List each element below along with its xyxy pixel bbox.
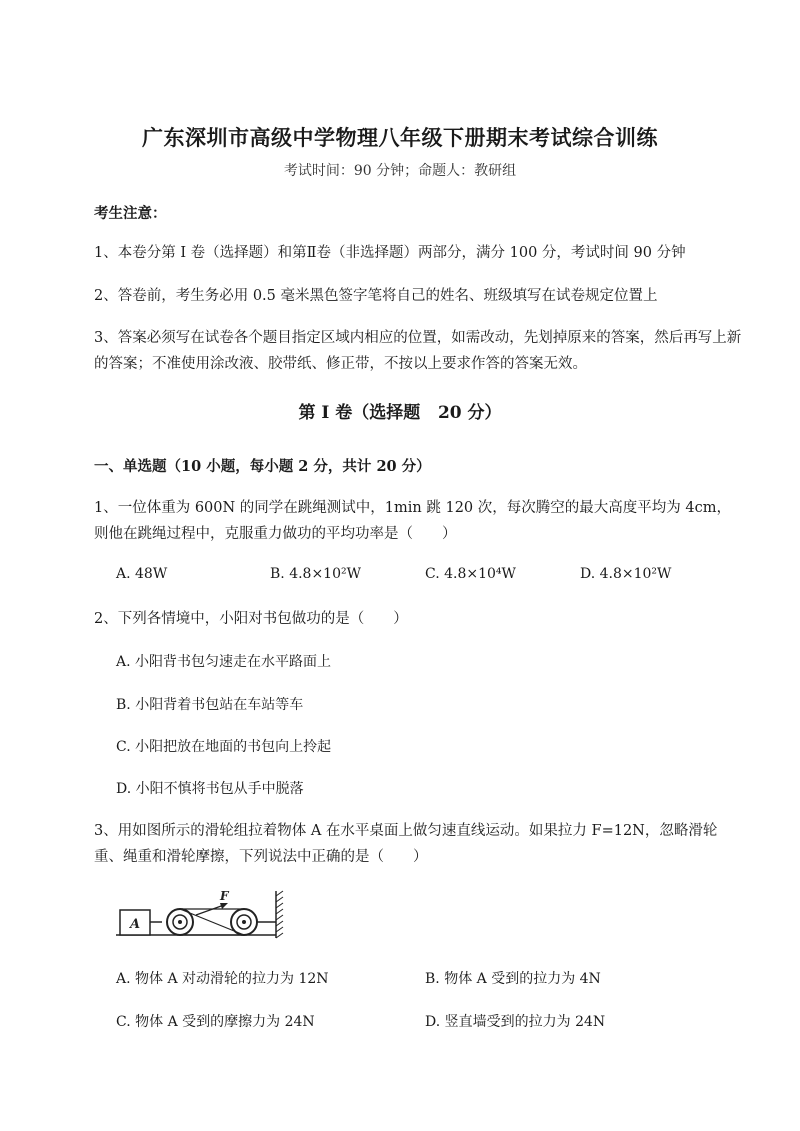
force-label: F [220, 889, 229, 903]
force-arrow [196, 905, 224, 915]
question-2-option-c[interactable]: C. 小阳把放在地面的书包向上拎起 [116, 739, 332, 755]
question-1-option-c[interactable]: C. 4.8×10⁴W [425, 566, 516, 582]
question-2-stem: 2、下列各情境中，小阳对书包做功的是（ ） [94, 611, 408, 627]
pulley-diagram [116, 888, 291, 948]
question-3-option-a[interactable]: A. 物体 A 对动滑轮的拉力为 12N [116, 971, 329, 987]
notice-item-3: 3、答案必须写在试卷各个题目指定区域内相应的位置，如需改动，先划掉原来的答案，然后再写上新的答案；不准使用涂改液、胶带纸、修正带，不按以上要求作答的答案无效。 [94, 330, 742, 372]
notice-item-1: 1、本卷分第 I 卷（选择题）和第Ⅱ卷（非选择题）两部分，满分 100 分，考试时间 90 分钟 [94, 245, 686, 261]
question-3-option-b[interactable]: B. 物体 A 受到的拉力为 4N [425, 971, 601, 987]
question-1-option-b[interactable]: B. 4.8×10²W [270, 566, 361, 582]
notice-item-2: 2、答卷前，考生务必用 0.5 毫米黑色签字笔将自己的姓名、班级填写在试卷规定位置上 [94, 288, 658, 304]
question-2-option-b[interactable]: B. 小阳背着书包站在车站等车 [116, 697, 304, 713]
question-2-option-d[interactable]: D. 小阳不慎将书包从手中脱落 [116, 781, 304, 797]
question-2-option-a[interactable]: A. 小阳背书包匀速走在水平路面上 [116, 654, 332, 670]
question-1-stem: 1、一位体重为 600N 的同学在跳绳测试中，1min 跳 120 次，每次腾空的最大高度平均为 4cm，则他在跳绳过程中，克服重力做功的平均功率是（ ） [94, 500, 731, 542]
exam-title: 广东深圳市高级中学物理八年级下册期末考试综合训练 [142, 125, 658, 150]
question-3-option-d[interactable]: D. 竖直墙受到的拉力为 24N [425, 1014, 606, 1030]
block-a-label: A [129, 917, 141, 932]
notice-heading: 考生注意： [94, 205, 167, 222]
question-1-option-a[interactable]: A. 48W [116, 566, 168, 582]
question-3-option-c[interactable]: C. 物体 A 受到的摩擦力为 24N [116, 1014, 315, 1030]
wall-hatching [276, 891, 283, 938]
part-heading: 一、单选题（10 小题，每小题 2 分，共计 20 分） [94, 458, 431, 475]
question-1-option-d[interactable]: D. 4.8×10²W [580, 566, 672, 582]
exam-subtitle: 考试时间：90 分钟；命题人：教研组 [283, 163, 517, 179]
question-3-stem: 3、用如图所示的滑轮组拉着物体 A 在水平桌面上做匀速直线运动。如果拉力 F=12N，忽略滑轮重、绳重和滑轮摩擦，下列说法中正确的是（ ） [94, 823, 718, 865]
section-title: 第 I 卷（选择题 20 分） [298, 403, 502, 423]
